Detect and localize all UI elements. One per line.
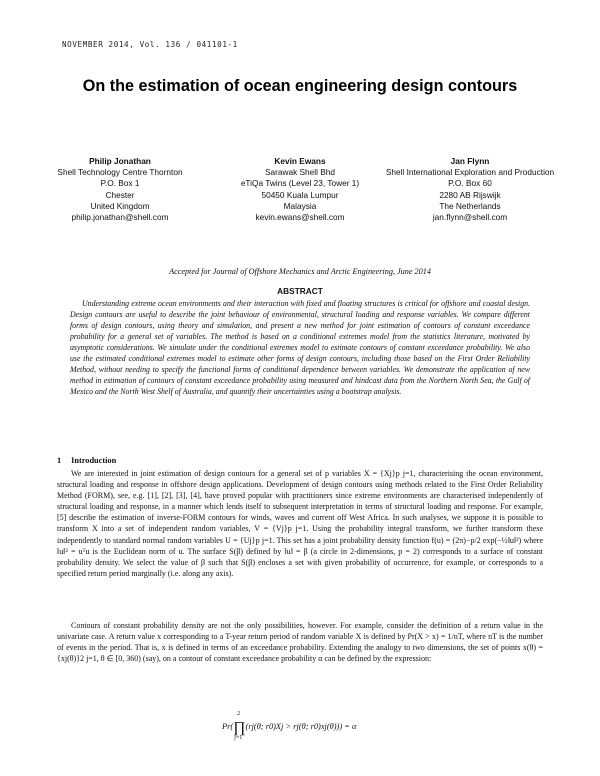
author-affiliation: Shell International Exploration and Production	[385, 167, 555, 178]
product-operator	[233, 711, 246, 741]
equation-prefix: Pr(	[222, 722, 234, 731]
journal-header: NOVEMBER 2014, Vol. 136 / 041101-1	[62, 40, 238, 49]
author-email[interactable]: jan.flynn@shell.com	[432, 212, 508, 223]
author-name: Jan Flynn	[450, 156, 490, 166]
author-email[interactable]: philip.jonathan@shell.com	[71, 212, 169, 223]
author-address: P.O. Box 60	[448, 178, 492, 189]
section-heading	[57, 456, 116, 465]
product-lower-limit: j=1	[234, 735, 243, 741]
author-email[interactable]: kevin.ewans@shell.com	[255, 212, 345, 223]
author-affiliation: Shell Technology Centre Thornton	[57, 167, 183, 178]
author-country: The Netherlands	[439, 200, 501, 211]
abstract-text: Understanding extreme ocean environments and their interaction with fixed and floating structures is critical for offshore and coastal design. Design contours are useful to describe the joint behaviour of environmental, structural loading and response variables. We compare different forms of design contours, using theory and simulation, and present a new method for joint estimation of contours of constant exceedance probability for a general set of variables. The method is based on a conditional extremes model from the statistics literature, motivated by asymptotic considerations. We simulate under the conditional extremes model to estimate contours of constant exceedance probability. We also use the estimated conditional extremes model to estimate other forms of design contours, including those based on the First Order Reliability Method, without needing to specify the functional forms of conditional dependence between variables. We demonstrate the application of new method in estimation of contours of constant exceedance probability using measured and hindcast data from the Northern North Sea, the Gulf of Mexico and the North West Shelf of Australia, and quantify their uncertainties using a bootstrap analysis.	[70, 299, 530, 396]
section-title: Introduction	[71, 456, 117, 465]
section-number: 1	[57, 456, 62, 465]
paper-title: On the estimation of ocean engineering design contours	[82, 77, 518, 95]
author-name: Philip Jonathan	[89, 156, 151, 166]
abstract-heading: ABSTRACT	[277, 286, 323, 296]
intro-paragraph-1: We are interested in joint estimation of design contours for a general set of p variables X = {Xj}p j=1, characterising the ocean environment, structural loading and response in offshore design applications. Development of design contours using methods related to the First Order Reliability Method (FORM), see, e.g. [1], [2], [3], [4], have proved popular with practitioners since extreme environments are characterised independently of structural loading and response, in a manner which lends itself to subsequent interpretation in terms of structural loading and response. For example, [5] describe the estimation of inverse-FORM contours for winds, waves and current off West Africa. In such analyses, we suppose it is possible to transform X into a set of independent random variables, V = {Vj}p j=1. Using the probability integral transform, we further transform these independently to standard normal random variables U = {Uj}p j=1. This set has a joint probability density function f(u) = (2π)−p/2 exp(−½‖u‖²) where ‖u‖² = uᵀu is the Euclidean norm of u. The surface S(β) defined by ‖u‖ = β (a circle in 2-dimensions, p = 2) corresponds to a surface of constant probability density. We select the value of β such that S(β) encloses a set with given probability of occurrence, for example, or corresponds to a specified return period marginally (i.e. along any axis).	[57, 469, 543, 578]
author-country: Malaysia	[283, 200, 317, 211]
author-country: United Kingdom	[90, 200, 150, 211]
exceedance-equation	[222, 711, 357, 741]
author-2	[220, 156, 380, 223]
product-upper-limit: 2	[237, 711, 241, 717]
author-affiliation: Sarawak Shell Bhd	[264, 167, 336, 178]
author-city: 2280 AB Rijswijk	[439, 189, 501, 200]
intro-paragraph-2: Contours of constant probability density are not the only possibilities, however. For example, consider the definition of a return value in the univariate case. A return value x corresponding to a T-year return period of random variable X is defined by Pr(X > x) = 1/nT, where nT is the number of events in the period. That is, x is defined in terms of an exceedance probability. Extending the analogy to two dimensions, the set of points x(θ) = {xj(θ)}2 j=1, θ ∈ [0, 360) (say), on a contour of constant exceedance probability α can be defined by the expression:	[57, 621, 543, 664]
author-address: eTiQa Twins (Level 23, Tower 1)	[240, 178, 360, 189]
author-name: Kevin Ewans	[274, 156, 326, 166]
equation-body: (rj(θ; r0)Xj > rj(θ; r0)xj(θ))) = α	[245, 722, 357, 731]
author-city: Chester	[105, 189, 135, 200]
product-symbol: ∏	[233, 720, 246, 736]
author-address: P.O. Box 1	[100, 178, 140, 189]
acceptance-note: Accepted for Journal of Offshore Mechanics and Arctic Engineering, June 2014	[169, 267, 431, 276]
author-3	[370, 156, 570, 223]
author-1	[40, 156, 200, 223]
author-city: 50450 Kuala Lumpur	[261, 189, 339, 200]
